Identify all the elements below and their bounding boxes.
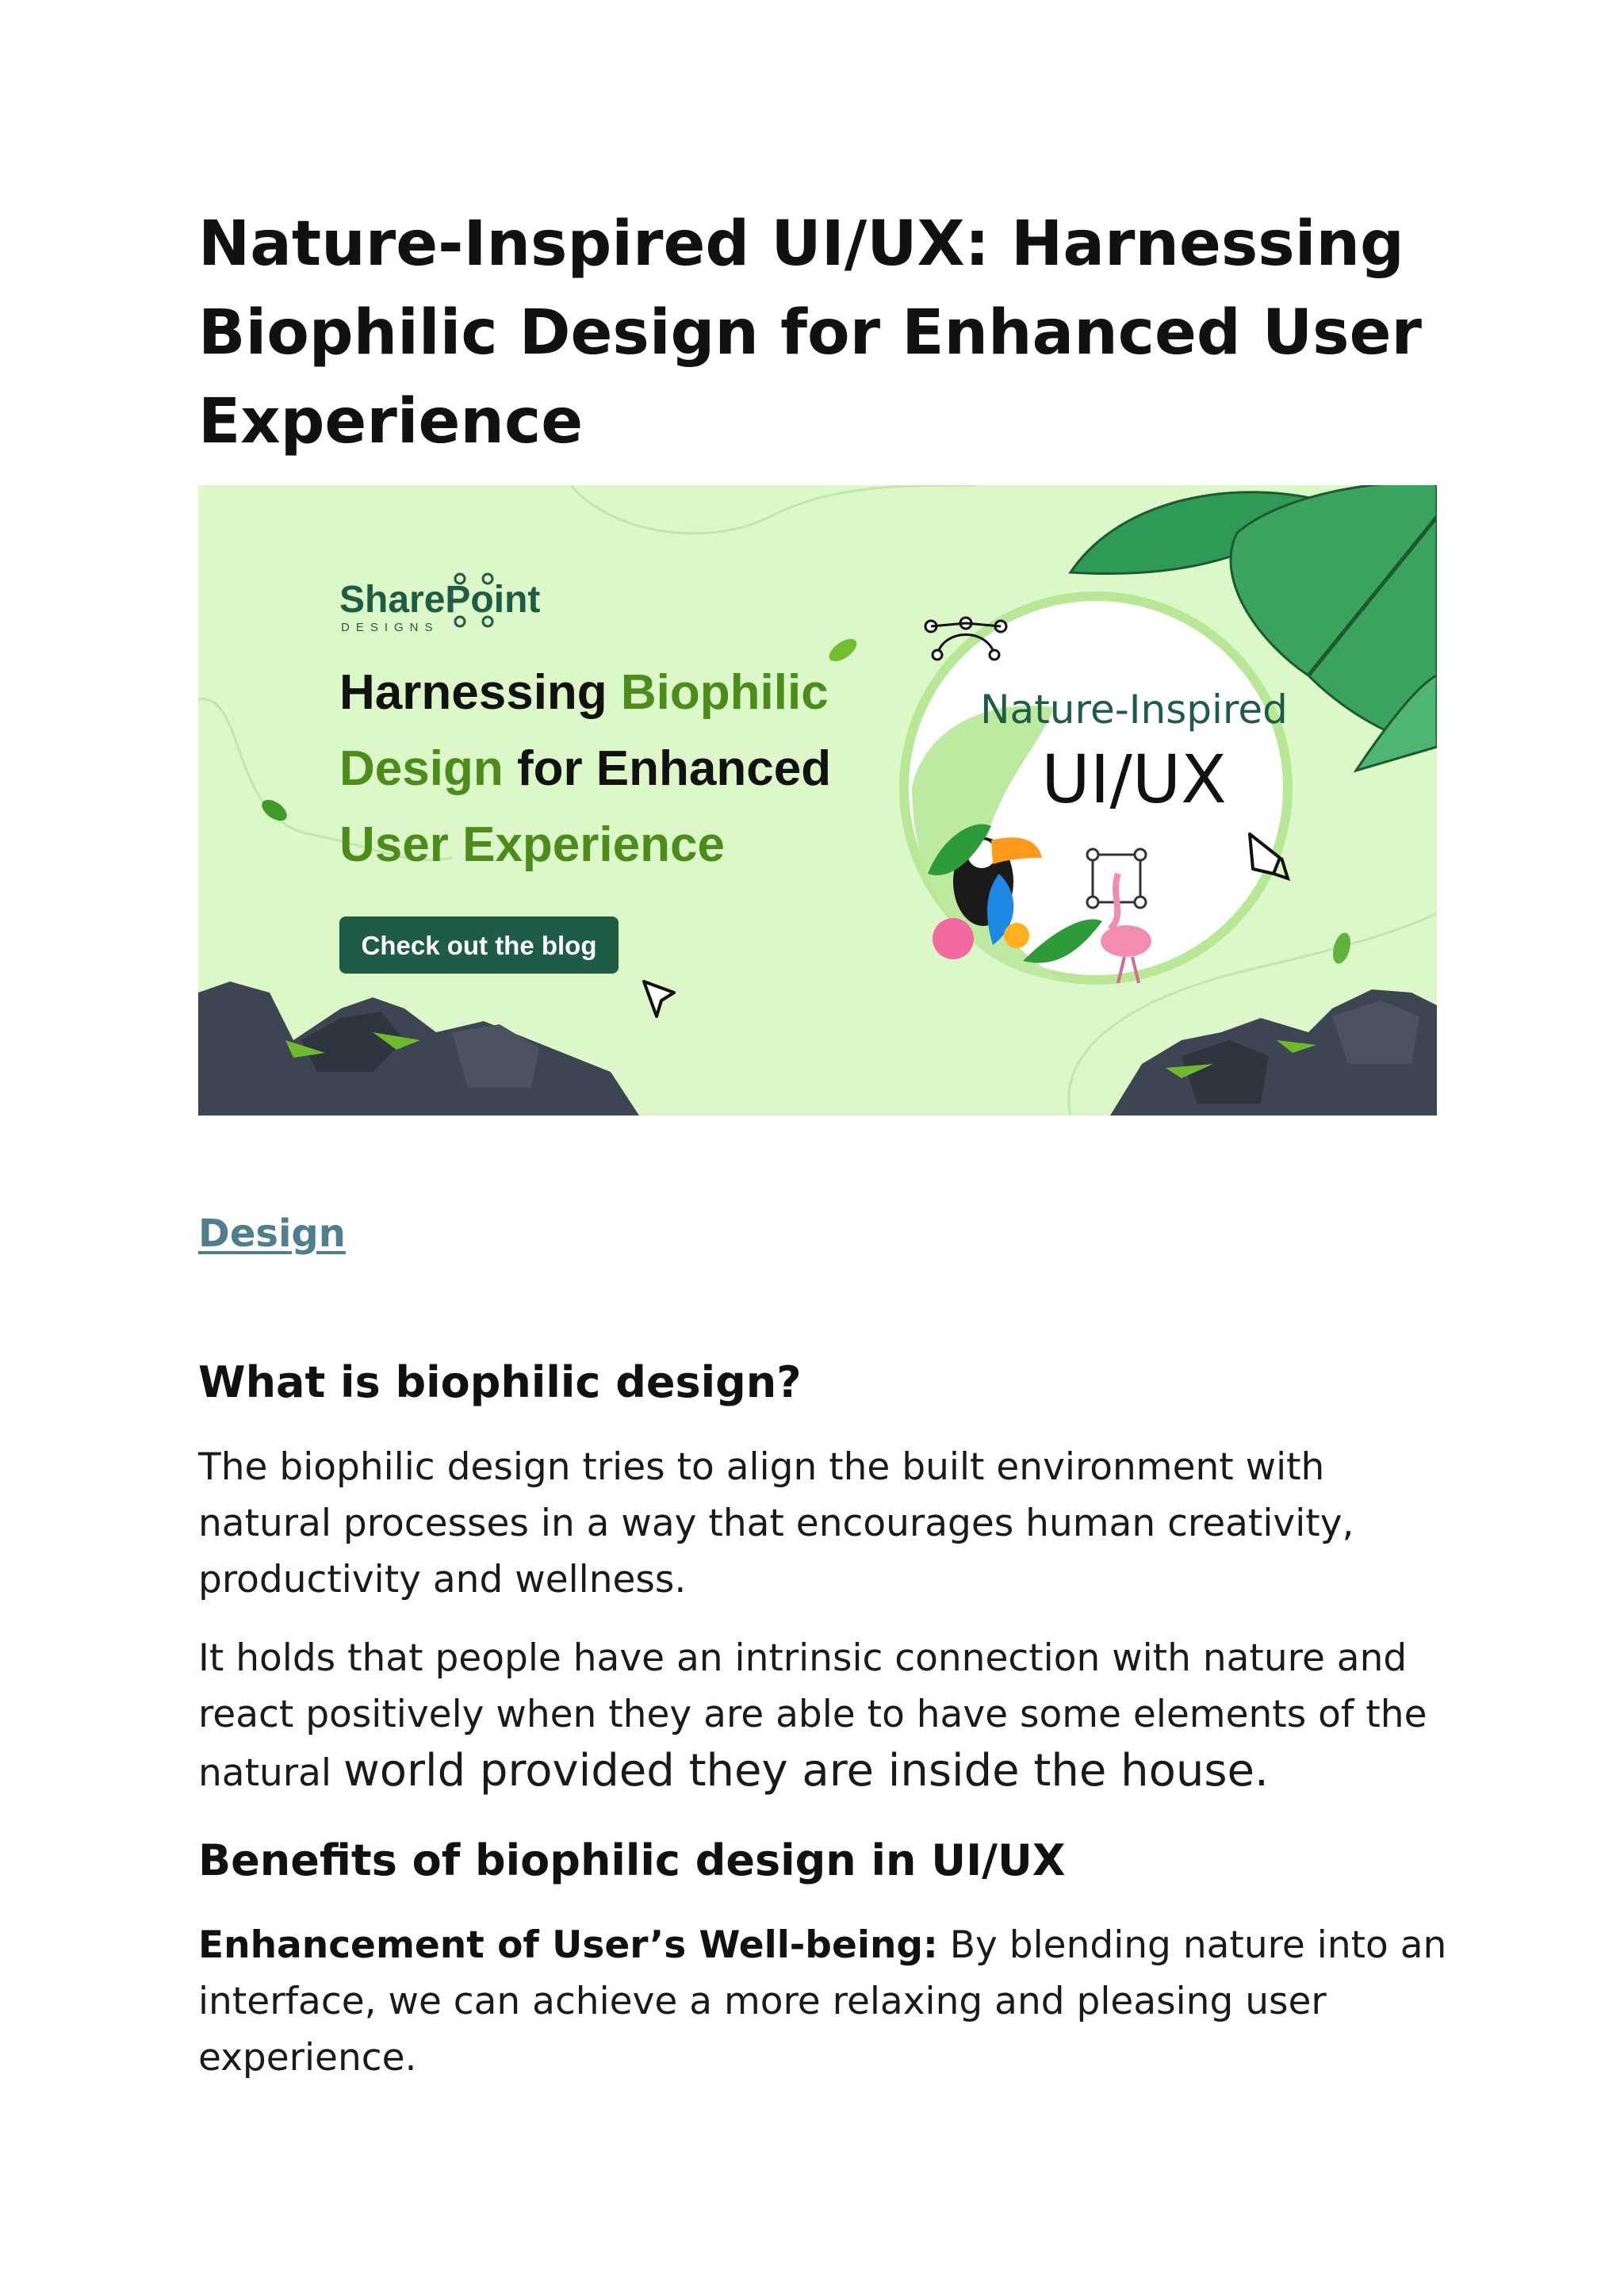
headline-line-3: User Experience — [339, 817, 725, 872]
cta-label: Check out the blog — [361, 931, 597, 960]
check-out-blog-button[interactable] — [339, 916, 619, 974]
badge-line-2: UI/UX — [1041, 740, 1227, 818]
benefit-item-wellbeing — [198, 1917, 1451, 2086]
paragraph-connection-part1: It holds that people have an intrinsic connection with nature and react positively when they are able to have some elements of the natural — [198, 1636, 1427, 1795]
hero-banner — [198, 485, 1437, 1115]
benefit-label: Enhancement of User’s Well-being: — [198, 1923, 938, 1967]
paragraph-connection — [198, 1630, 1451, 1801]
headline-line-2: Design for Enhanced — [339, 741, 832, 796]
logo-subtext: DESIGNS — [341, 621, 439, 634]
logo-text: SharePoint — [339, 579, 541, 621]
paragraph-definition: The biophilic design tries to align the built environment with natural processes in a way that encourages human creativity, productivity and wellness. — [198, 1445, 1354, 1601]
article-title: Nature-Inspired UI/UX: Harnessing Biophilic Design for Enhanced User Experience — [198, 209, 1422, 457]
section-heading-benefits: Benefits of biophilic design in UI/UX — [198, 1835, 1066, 1885]
badge-line-1: Nature-Inspired — [980, 687, 1288, 733]
headline-line-1: Harnessing Biophilic — [339, 665, 829, 720]
benefit-text: By blending nature into an interface, we can achieve a more relaxing and pleasing user experience. — [198, 1923, 1447, 2080]
section-heading-what-is: What is biophilic design? — [198, 1357, 802, 1407]
paragraph-connection-part2: world provided they are inside the house. — [343, 1745, 1269, 1797]
category-link-design[interactable]: Design — [198, 1211, 346, 1256]
nature-inspired-badge — [899, 591, 1293, 985]
